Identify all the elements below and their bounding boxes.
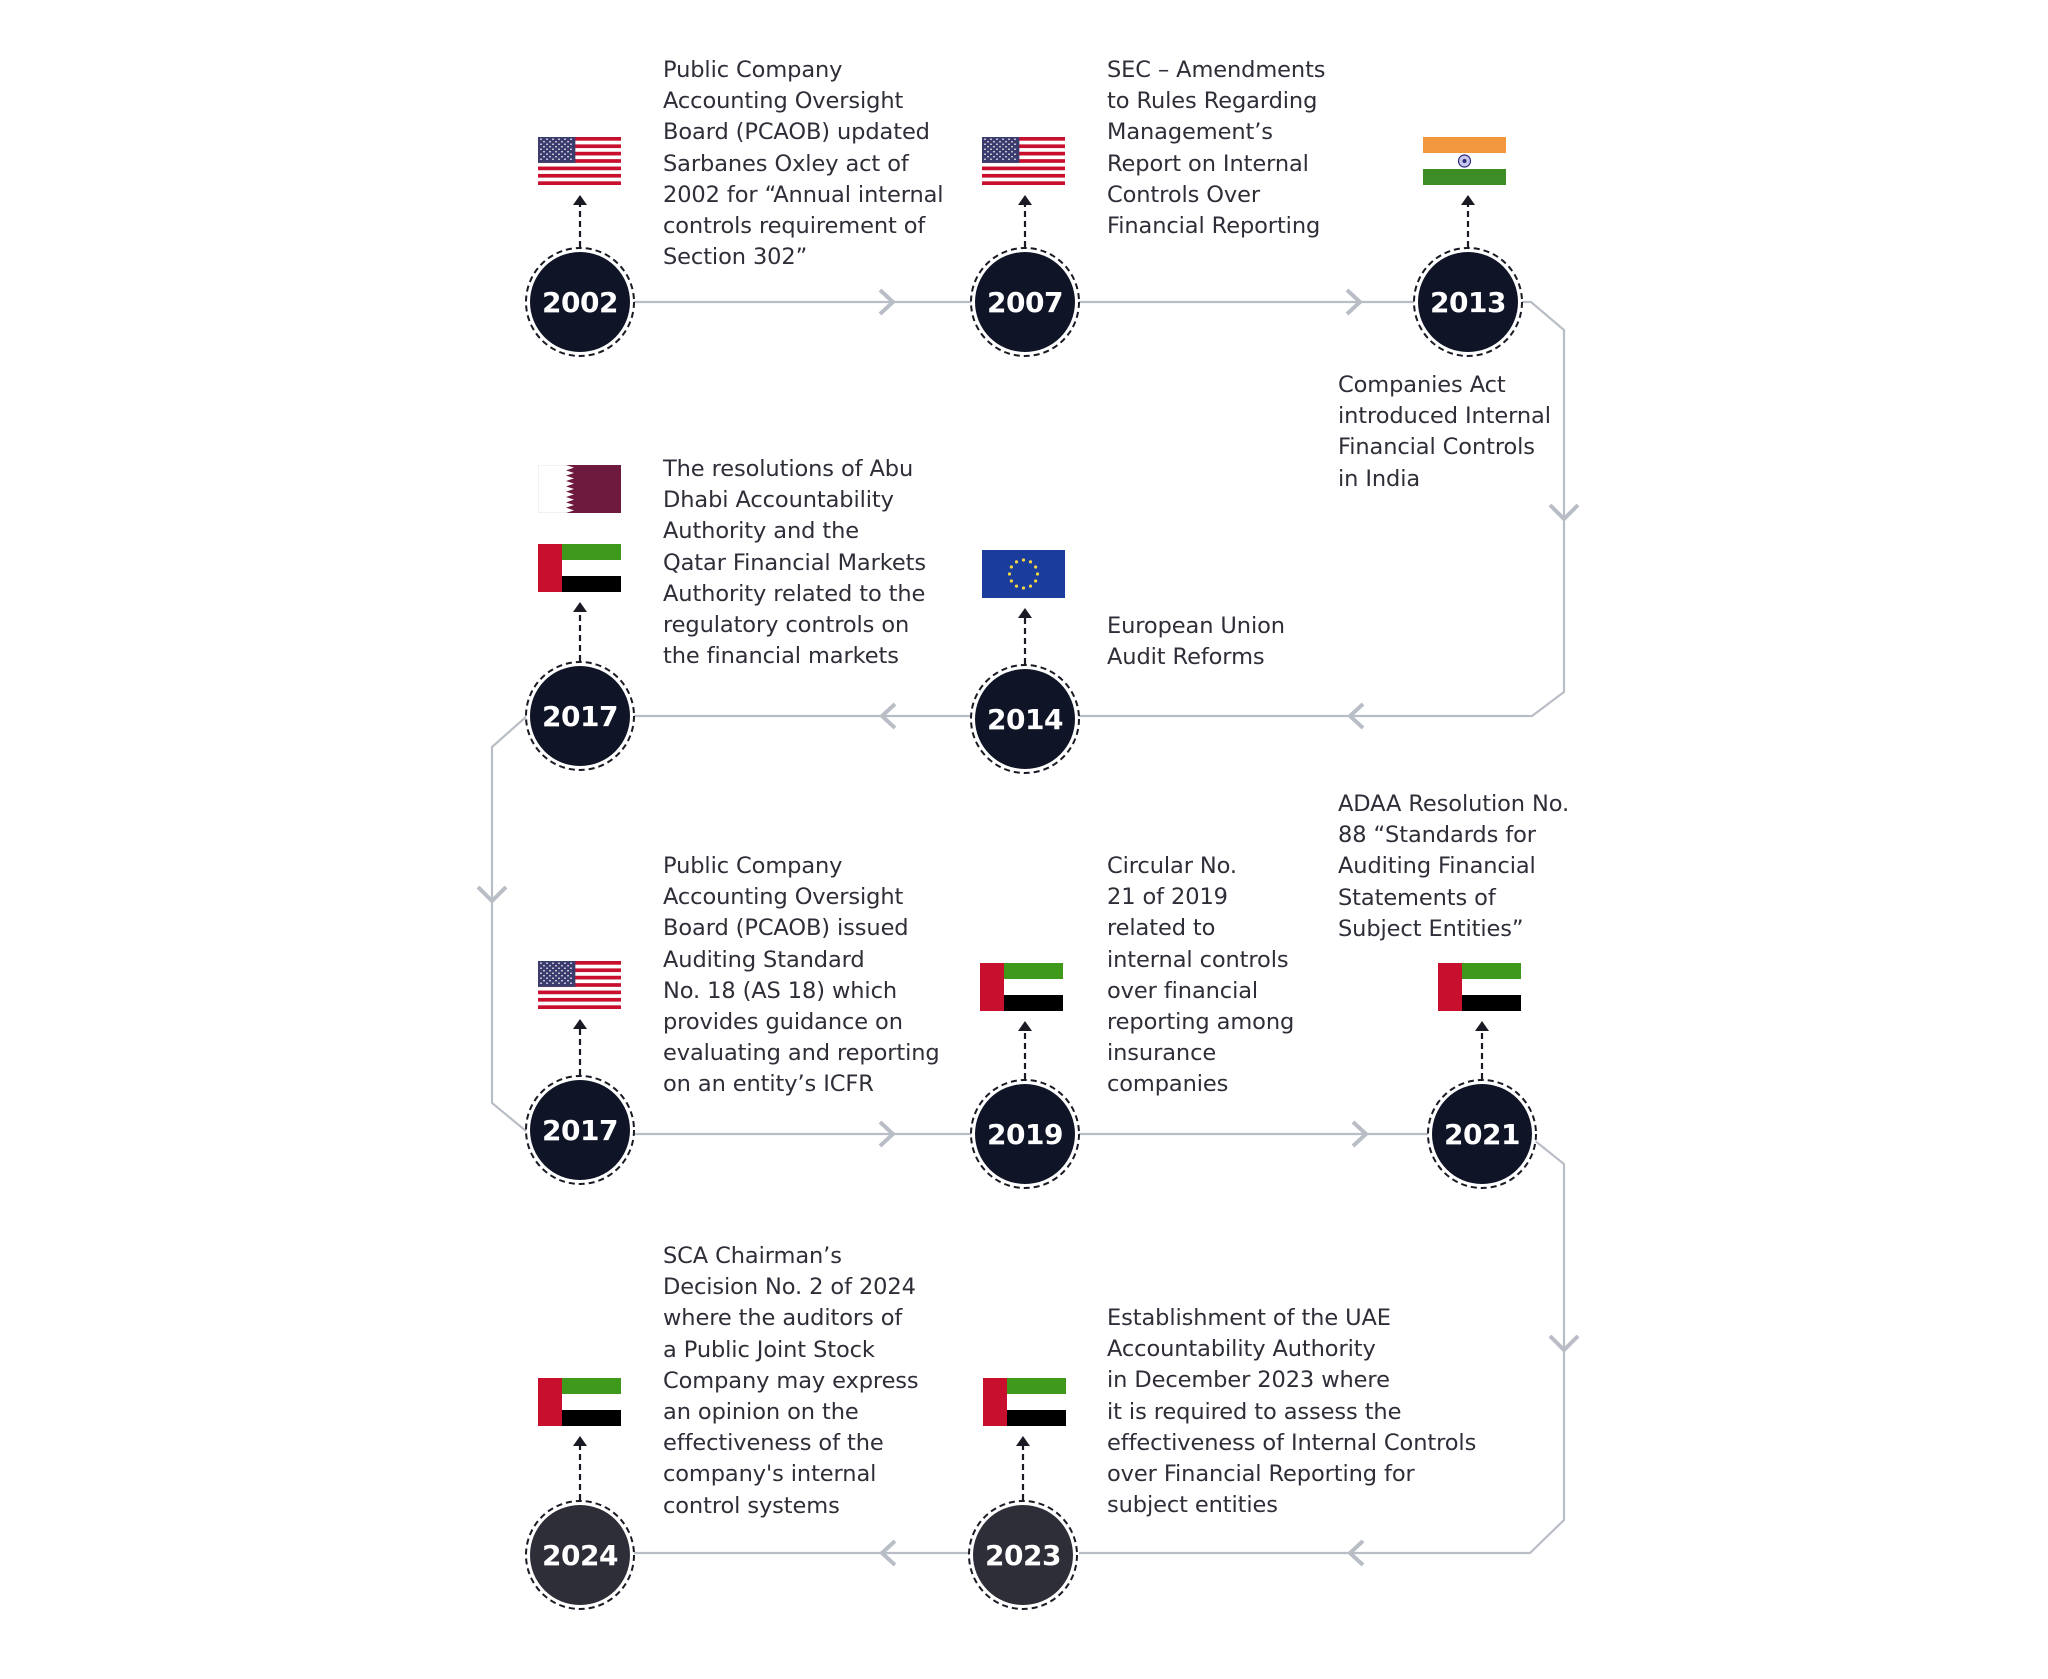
event-description: Circular No. 21 of 2019 related to internal controls over financial reporting among insurance companies (1107, 853, 1295, 1098)
uae-flag (538, 544, 621, 592)
arrow-up-icon (573, 1436, 587, 1446)
arrow-up-icon (1018, 1021, 1032, 1031)
year-badge: 2017 (530, 1080, 630, 1180)
india-flag (1423, 137, 1506, 185)
uae-flag-graphic (980, 963, 1063, 1011)
us-flag-graphic (538, 137, 621, 185)
uae-flag (538, 1378, 621, 1426)
arrow-up-icon (573, 602, 587, 612)
qatar-flag-graphic (538, 465, 621, 513)
eu-flag (982, 550, 1065, 598)
year-badge: 2014 (975, 669, 1075, 769)
arrow-up-icon (1461, 195, 1475, 205)
arrow-up-icon (1018, 195, 1032, 205)
connector-line (492, 716, 527, 1131)
us-flag (538, 137, 621, 185)
arrow-up-icon (1475, 1021, 1489, 1031)
year-badge: 2017 (530, 666, 630, 766)
arrow-up-icon (1018, 608, 1032, 618)
event-description: Establishment of the UAE Accountability Authority in December 2023 where it is required to assess the effectiveness of Internal Controls over Financial Reporting for subject entities (1107, 1305, 1477, 1519)
india-flag-graphic (1423, 137, 1506, 185)
year-badge: 2019 (975, 1084, 1075, 1184)
event-description: Public Company Accounting Oversight Board (PCAOB) issued Auditing Standard No. 18 (AS 18) which provides guidance on evaluating and reporting on an entity’s ICFR (663, 853, 940, 1098)
uae-flag-graphic (983, 1378, 1066, 1426)
event-description: Public Company Accounting Oversight Board (PCAOB) updated Sarbanes Oxley act of 2002 for “Annual internal controls requirement of Section 302” (663, 57, 944, 271)
arrow-up-icon (573, 195, 587, 205)
arrow-up-icon (573, 1019, 587, 1029)
year-badge: 2007 (975, 252, 1075, 352)
event-description: SEC – Amendments to Rules Regarding Management’s Report on Internal Controls Over Financial Reporting (1107, 57, 1326, 240)
qatar-flag (538, 465, 621, 513)
year-badge: 2023 (973, 1505, 1073, 1605)
uae-flag (1438, 963, 1521, 1011)
eu-flag-graphic (982, 550, 1065, 598)
arrow-up-icon (1016, 1436, 1030, 1446)
year-badge: 2024 (530, 1505, 630, 1605)
uae-flag-graphic (538, 1378, 621, 1426)
event-description: European Union Audit Reforms (1107, 613, 1285, 671)
event-description: Companies Act introduced Internal Financial Controls in India (1338, 372, 1551, 492)
year-badge: 2021 (1432, 1084, 1532, 1184)
uae-flag (983, 1378, 1066, 1426)
us-flag-graphic (982, 137, 1065, 185)
event-description: ADAA Resolution No. 88 “Standards for Auditing Financial Statements of Subject Entities” (1338, 791, 1570, 942)
event-description: SCA Chairman’s Decision No. 2 of 2024 where the auditors of a Public Joint Stock Company may express an opinion on the effectiveness of the company's internal control systems (663, 1243, 919, 1519)
uae-flag-graphic (538, 544, 621, 592)
uae-flag (980, 963, 1063, 1011)
year-badge: 2002 (530, 252, 630, 352)
us-flag (982, 137, 1065, 185)
year-badge: 2013 (1418, 252, 1518, 352)
us-flag-graphic (538, 961, 621, 1009)
us-flag (538, 961, 621, 1009)
uae-flag-graphic (1438, 963, 1521, 1011)
event-description: The resolutions of Abu Dhabi Accountability Authority and the Qatar Financial Markets Authority related to the regulatory controls on the financial markets (663, 456, 926, 670)
